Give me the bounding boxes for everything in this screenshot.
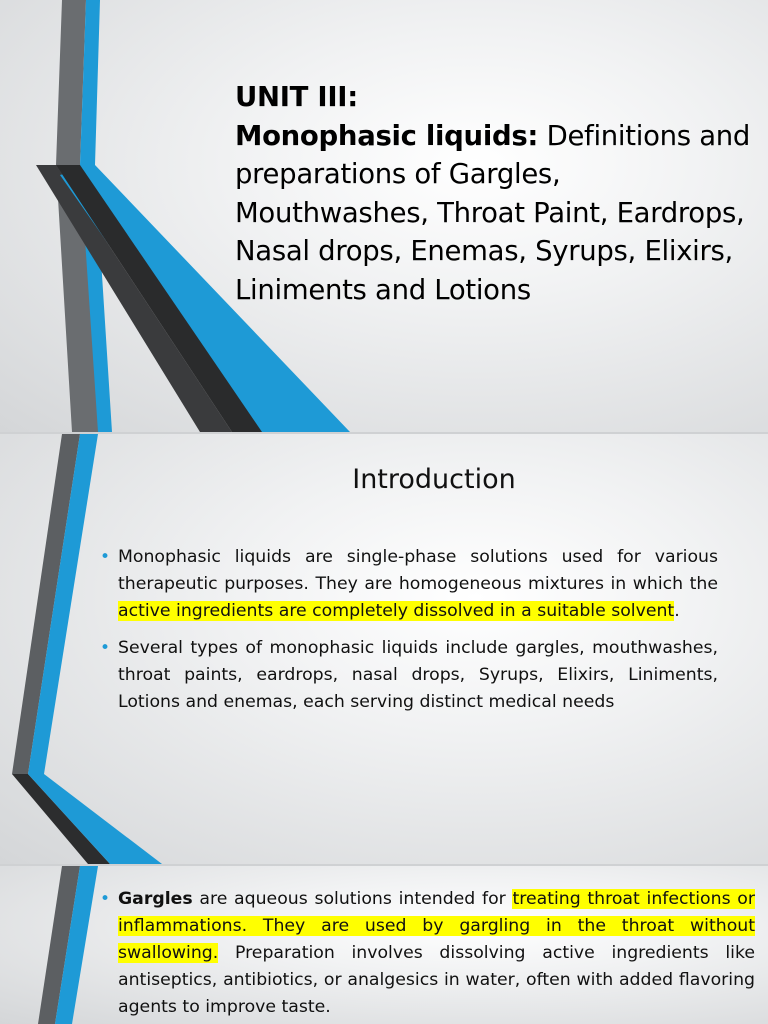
bullet-icon: • [100, 547, 111, 567]
highlighted-text: treating throat infections or inflammations. They are used by gargling in the throat without swallowing. [118, 889, 755, 963]
heading-text: Definitions and preparations of Gargles, Mouthwashes, Throat Paint, Eardrops, Nasal drops, Enemas, Syrups, Elixirs, Liniments and Lotions [235, 119, 751, 306]
bullet-text-end: Preparation involves dissolving active ingredients like antiseptics, antibiotics, or analgesics in water, often with added flavoring agents to improve taste. [118, 943, 755, 1017]
bullet-icon: • [100, 889, 111, 909]
bullet-text: Several types of monophasic liquids include gargles, mouthwashes, throat paints, eardrops, nasal drops, Syrups, Elixirs, Liniments, Lotions and enemas, each serving distinct medical needs [118, 638, 718, 712]
slide-title: Introduction [352, 464, 516, 495]
bullet-list [100, 886, 755, 1021]
list-item [100, 544, 718, 625]
term-bold: Gargles [118, 889, 193, 909]
slide-title [235, 78, 755, 309]
bullet-icon: • [100, 638, 111, 658]
list-item [100, 886, 755, 1021]
bullet-text: Monophasic liquids are single-phase solutions used for various therapeutic purposes. They are homogeneous mixtures in which the [118, 547, 718, 594]
highlighted-text: active ingredients are completely dissolved in a suitable solvent [118, 601, 675, 621]
unit-label: UNIT III: [235, 81, 358, 113]
heading-bold: Monophasic liquids: [235, 119, 539, 152]
gargles-slide [0, 866, 768, 1024]
title-slide [0, 0, 768, 432]
bullet-text-end: . [674, 601, 680, 621]
bullet-list [100, 544, 718, 716]
introduction-slide [0, 434, 768, 864]
list-item [100, 635, 718, 716]
bullet-text: are aqueous solutions intended for [192, 889, 513, 909]
